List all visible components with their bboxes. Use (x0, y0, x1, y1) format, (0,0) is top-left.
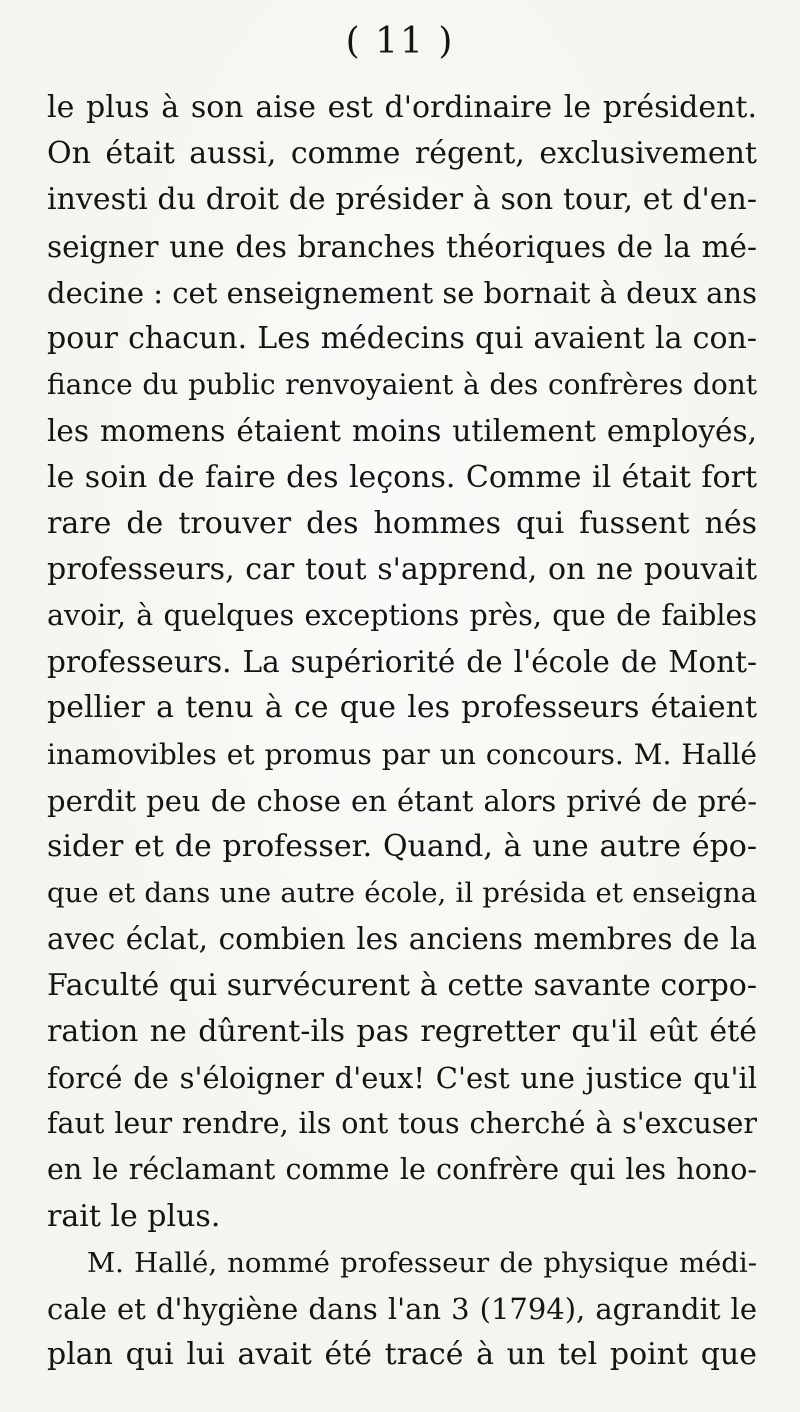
text-line: On était aussi, comme régent, exclusivement (47, 136, 757, 172)
text-line: inamovibles et promus par un concours. M. Hallé (47, 737, 757, 771)
body-text (47, 85, 757, 1378)
text-line: rare de trouver des hommes qui fussent nés (47, 505, 757, 541)
page-number: ( 11 ) (345, 21, 455, 62)
text-line: cale et d'hygiène dans l'an 3 (1794), agrandit le (47, 1291, 757, 1326)
text-line: sider et de professer. Quand, à une autre épo- (47, 829, 757, 864)
text-line: avoir, à quelques exceptions près, que de faibles (47, 599, 757, 633)
text-line: Faculté qui survécurent à cette savante corpo- (47, 967, 757, 1003)
paragraph-start-line: M. Hallé, nommé professeur de physique médi- (87, 1246, 757, 1279)
text-line: decine : cet enseignement se bornait à deux ans (47, 275, 757, 310)
text-line: pour chacun. Les médecins qui avaient la con- (47, 320, 757, 356)
text-line: forcé de s'éloigner d'eux! C'est une justice qu'il (47, 1060, 757, 1095)
text-line: faut leur rendre, ils ont tous cherché à s'excuser (47, 1107, 757, 1141)
text-line: ration ne dûrent-ils pas regretter qu'il eût été (47, 1013, 757, 1049)
text-line: avec éclat, combien les anciens membres de la (47, 922, 757, 957)
text-line: pellier a tenu à ce que les professeurs étaient (47, 690, 757, 726)
text-line: le soin de faire des leçons. Comme il était fort (47, 459, 757, 495)
text-line: perdit peu de chose en étant alors privé de pré- (47, 783, 757, 818)
text-line: plan qui lui avait été tracé à un tel point que (47, 1337, 757, 1373)
text-line: les momens étaient moins utilement employés, (47, 414, 757, 449)
text-line: en le réclamant comme le confrère qui les hono- (47, 1153, 757, 1187)
text-line: professeurs. La supériorité de l'école de Mont- (47, 645, 757, 680)
text-line: le plus à son aise est d'ordinaire le président. (47, 90, 757, 125)
text-line: seigner une des branches théoriques de la mé- (47, 229, 757, 264)
text-line: que et dans une autre école, il présida et enseigna (47, 877, 757, 910)
text-line: professeurs, car tout s'apprend, on ne pouvait (47, 551, 757, 587)
text-line: investi du droit de présider à son tour, et d'en- (47, 182, 757, 218)
paragraph-end-line: rait le plus. (47, 1198, 221, 1234)
text-line: fiance du public renvoyaient à des confrères dont (47, 368, 757, 402)
